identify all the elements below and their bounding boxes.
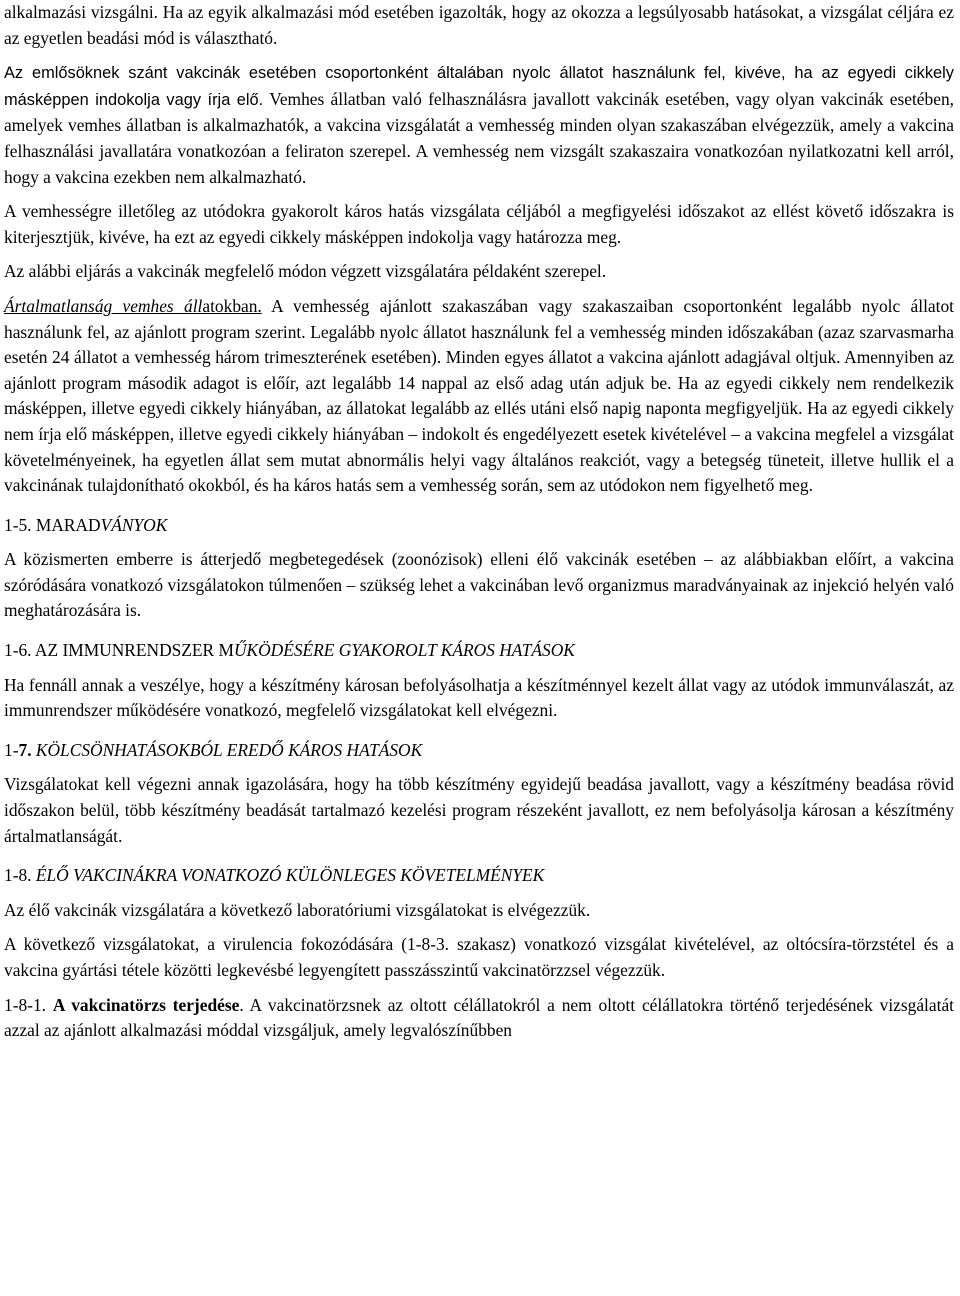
paragraph-text: A vemhességre illetőleg az utódokra gyakorolt káros hatás vizsgálata céljából a megfigyelési időszakot az ellést követő időszakra is kiterjesztjük, kivéve, ha ezt az egyedi cikkely másképpen indokolja vagy határozza meg. (4, 201, 954, 247)
paragraph-interactions (4, 772, 954, 849)
paragraph-immune-effects (4, 673, 954, 724)
paragraph-offspring-effects (4, 199, 954, 250)
heading-number: 1-5. MARAD (4, 514, 101, 535)
heading-number: 1-6. AZ IMMUNRENDSZER M (4, 640, 234, 661)
paragraph-example-procedure (4, 259, 954, 285)
paragraph-text: Vizsgálatokat kell végezni annak igazolására, hogy ha több készítmény egyidejű beadása javallott, vagy a készítmény beadása rövid időszakon belül, több készítmény beadását tartalmazó kezelési program részeként javallott, ez nem befolyásolja károsan a készítmény ártalmatlanságát. (4, 774, 954, 846)
paragraph-pregnant-safety (4, 294, 954, 499)
heading-title: ŰKÖDÉSÉRE GYAKOROLT KÁROS HATÁSOK (233, 640, 575, 661)
heading-number: 1- (4, 739, 19, 760)
paragraph-text: Vemhes állatban való felhasználásra javallott vakcinák esetében, vagy olyan vakcinák esetében, amelyek vemhes állatban is alkalmazhatók, a vakcina vizsgálatát a vemhesség minden olyan szakaszában elvégezzük, amely a vakcina felhasználási javallatára vonatkozóan a feliraton szerepel. A vemhesség nem vizsgált szakaszaira vonatkozóan nyilatkozatni kell arról, hogy a vakcina ezekben nem alkalmazható. (4, 88, 954, 187)
paragraph-text: . A vakcinatörzsnek az oltott célállatokról a nem oltott célállatokra történő terjedésének vizsgálatát azzal az ajánlott alkalmazási móddal vizsgáljuk, amely legvalószínűbben (4, 994, 954, 1041)
paragraph-bold-title: A vakcinatörzs terjedése (52, 994, 240, 1015)
paragraph-live-vaccines-lab (4, 898, 954, 924)
heading-title: ÉLŐ VAKCINÁKRA VONATKOZÓ KÜLÖNLEGES KÖVETELMÉNYEK (35, 865, 545, 886)
paragraph-text: A következő vizsgálatokat, a virulencia fokozódására (1-8-3. szakasz) vonatkozó vizsgálat kivételével, az oltócsíra-törzstétel és a vakcina gyártási tétele közötti legkevésbé legyengített passzásszintű vakcinatörzzsel végezzük. (4, 934, 954, 980)
paragraph-lead-italic: Ártalmatlanság vemhes áll (4, 295, 203, 316)
paragraph-text: Az élő vakcinák vizsgálatára a következő laboratóriumi vizsgálatokat is elvégezzük. (4, 899, 591, 920)
heading-number: 1-8. (4, 865, 36, 886)
paragraph-live-vaccines-strain (4, 932, 954, 983)
heading-interactions (4, 738, 954, 764)
paragraph-text: Ha fennáll annak a veszélye, hogy a készítmény károsan befolyásolhatja a készítménnyel kezelt állat vagy az utódok immunválaszát, az immunrendszer működésére vonatkozó, megfelelő vizsgálatokat kell elvégezni. (4, 674, 954, 721)
paragraph-lead-text: Az emlősöknek szánt vakcinák esetében csoportonként általában nyolc állatot használunk fel, kivéve, ha az egyedi cikkely másképpen indokolja vagy írja elő. (4, 64, 954, 109)
paragraph-strain-spread (4, 993, 954, 1044)
heading-residues (4, 513, 954, 539)
heading-title: KÖLCSÖNHATÁSOKBÓL EREDŐ KÁROS HATÁSOK (31, 739, 423, 760)
heading-title: VÁNYOK (100, 514, 168, 535)
heading-live-vaccines (4, 863, 954, 889)
paragraph-residues (4, 547, 954, 624)
heading-number-bold: 7. (18, 739, 32, 760)
paragraph-lead-plain: atokban. (202, 295, 262, 316)
paragraph-text: alkalmazási vizsgálni. Ha az egyik alkalmazási mód esetében igazolták, hogy az okozza a legsúlyosabb hatásokat, a vizsgálat céljára ez az egyetlen beadási mód is választható. (4, 2, 954, 48)
paragraph-number: 1-8-1. (4, 994, 53, 1015)
paragraph-text: Az alábbi eljárás a vakcinák megfelelő módon végzett vizsgálatára példaként szerepel. (4, 261, 607, 282)
paragraph-text: A közismerten emberre is átterjedő megbetegedések (zoonózisok) elleni élő vakcinák esetében – az alábbiakban előírt, a vakcina szóródására vonatkozó vizsgálatokon túlmenően – szükség lehet a vakcinában levő organizmus maradványainak az injekció helyén való meghatározására is. (4, 549, 954, 621)
paragraph-group-size (4, 60, 954, 190)
paragraph-text: A vemhesség ajánlott szakaszában vagy szakaszaiban csoportonként legalább nyolc állatot használunk fel, az ajánlott program szerint. Legalább nyolc állatot használunk fel a vemhesség minden időszakában (azaz szarvasmarha esetén 24 állatot a vemhesség három trimeszterének esetében). Minden egyes állatot a vakcina ajánlott adagjával oltjuk. Amennyiben az ajánlott program második adagot is előír, azt legalább 14 nappal az első adag után adjuk be. Ha az egyedi cikkely nem rendelkezik másképpen, illetve egyedi cikkely hiányában, az állatokat legalább az ellés utáni első napig naponta megfigyeljük. Ha az egyedi cikkely nem írja elő másképpen, illetve egyedi cikkely hiányában – indokolt és engedélyezett esetek kivételével – a vakcina megfelel a vizsgálat követelményeinek, ha egyetlen állat sem mutat abnormális helyi vagy általános reakciót, vagy a betegség tüneteit, illetve hullik el a vakcinának tulajdonítható okokból, és ha káros hatás sem a vemhesség során, sem az utódokon nem figyelhető meg. (4, 295, 954, 496)
heading-immune-effects (4, 638, 954, 664)
paragraph-administration-route (4, 0, 954, 51)
